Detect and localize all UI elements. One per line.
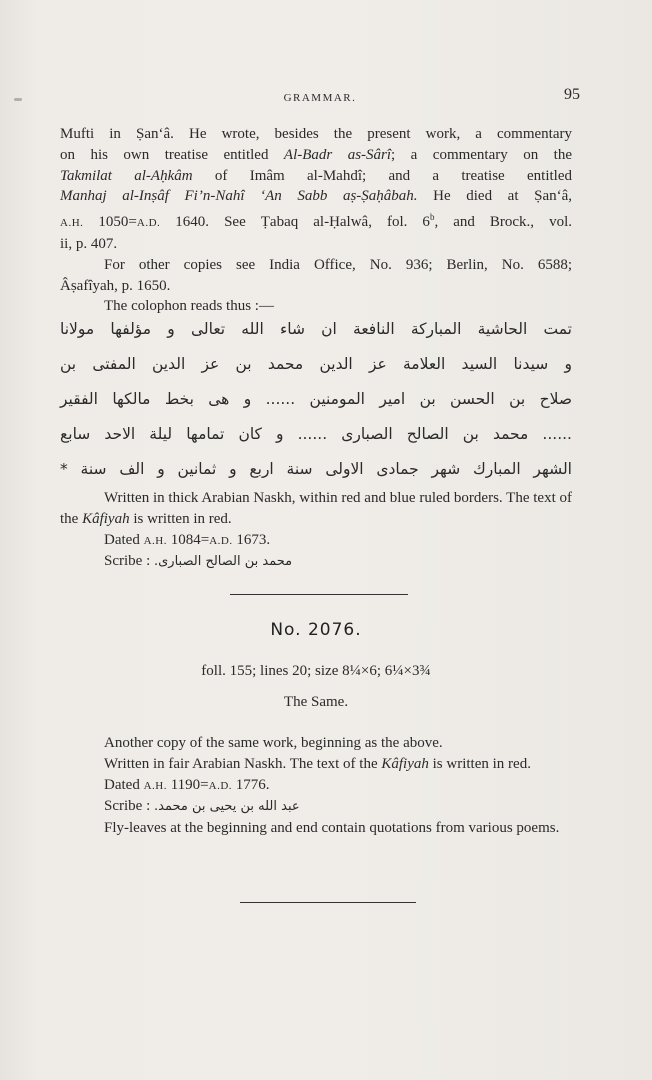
- colophon-intro: The colophon reads thus :—: [104, 298, 274, 315]
- entry-2075-description: [60, 488, 572, 573]
- scribe-name-arabic: محمد بن الصالح الصبارى.: [154, 554, 293, 570]
- colophon-line: و سيدنا السيد العلامة عز الدين محمد بن عز الدين المفتى بن: [60, 355, 572, 373]
- section-rule: [230, 594, 408, 595]
- entry-number: No. 2076.: [270, 620, 362, 640]
- date-line: Dated A.H. 1190=A.D. 1776.: [104, 776, 270, 793]
- text-line: ii, p. 407.: [60, 235, 118, 252]
- colophon-line: صلاح بن الحسن بن امير المومنين ...... و هى بخط مالكها الفقير: [60, 390, 572, 408]
- entry-2076-description: [60, 733, 572, 839]
- text-line: on his own treatise entitled Al-Badr as-Sârî; a commentary on the: [60, 146, 572, 163]
- date-line: Dated A.H. 1084=A.D. 1673.: [104, 531, 271, 548]
- script-description: Written in fair Arabian Naskh. The text of the Kâfiyah is written in red.: [104, 755, 531, 772]
- text-line: Mufti in Ṣan‘â. He wrote, besides the present work, a commentary: [60, 126, 572, 142]
- text-line: Âṣafîyah, p. 1650.: [60, 277, 171, 294]
- colophon-arabic: [60, 312, 572, 487]
- entry-title: The Same.: [283, 694, 349, 710]
- scribe-line: Scribe : عبد الله بن يحيى بن محمد.: [104, 798, 300, 815]
- scribe-name-arabic: عبد الله بن يحيى بن محمد.: [154, 799, 300, 815]
- section-rule: [240, 902, 416, 903]
- colophon-line: ...... محمد بن الصالح الصبارى ...... و كان تمامها ليلة الاحد سابع: [60, 425, 572, 443]
- scribe-line: Scribe : محمد بن الصالح الصبارى.: [104, 553, 293, 570]
- text-line: A.H. 1050=A.D. 1640. See Ṭabaq al-Ḥalwâ, fol. 6$^b$, and Brock., vol.: [60, 212, 572, 231]
- colophon-line: الشهر المبارك شهر جمادى الاولى سنة اربع و ثمانين و الف سنة *: [60, 460, 572, 478]
- physical-description: foll. 155; lines 20; size 8¼×6; 6¼×3¾: [201, 663, 431, 679]
- colophon-line: تمت الحاشية المباركة النافعة ان شاء الله تعالى و مؤلفها مولانا: [60, 320, 572, 338]
- entry-2075-biography: [60, 124, 572, 317]
- text-line: Takmilat al-Aḥkâm of Imâm al-Mahdî; and a treatise entitled: [60, 167, 572, 184]
- page-number: 95: [564, 86, 580, 103]
- work-title: Takmilat al-Aḥkâm: [60, 167, 193, 184]
- text-line: Manhaj al-Inṣâf Fi’n-Nahî ‘An Sabb aṣ-Ṣaḥâbah. He died at Ṣan‘â,: [60, 188, 573, 205]
- text-line: Another copy of the same work, beginning as the above.: [104, 735, 443, 751]
- other-copies: For other copies see India Office, No. 936; Berlin, No. 6588;: [104, 256, 572, 273]
- script-description: Written in thick Arabian Naskh, within red and blue ruled borders. The text of the Kâfiyah is written in red.: [60, 490, 572, 527]
- work-title: Al-Badr as-Sârî: [283, 146, 392, 163]
- running-head: GRAMMAR.: [283, 92, 357, 104]
- flyleaves-note: Fly-leaves at the beginning and end contain quotations from various poems.: [104, 820, 560, 837]
- work-title: Manhaj al-Inṣâf Fi’n-Nahî ‘An Sabb aṣ-Ṣaḥâbah.: [60, 188, 418, 205]
- page-header: [60, 86, 580, 108]
- page-blemish: [14, 98, 22, 101]
